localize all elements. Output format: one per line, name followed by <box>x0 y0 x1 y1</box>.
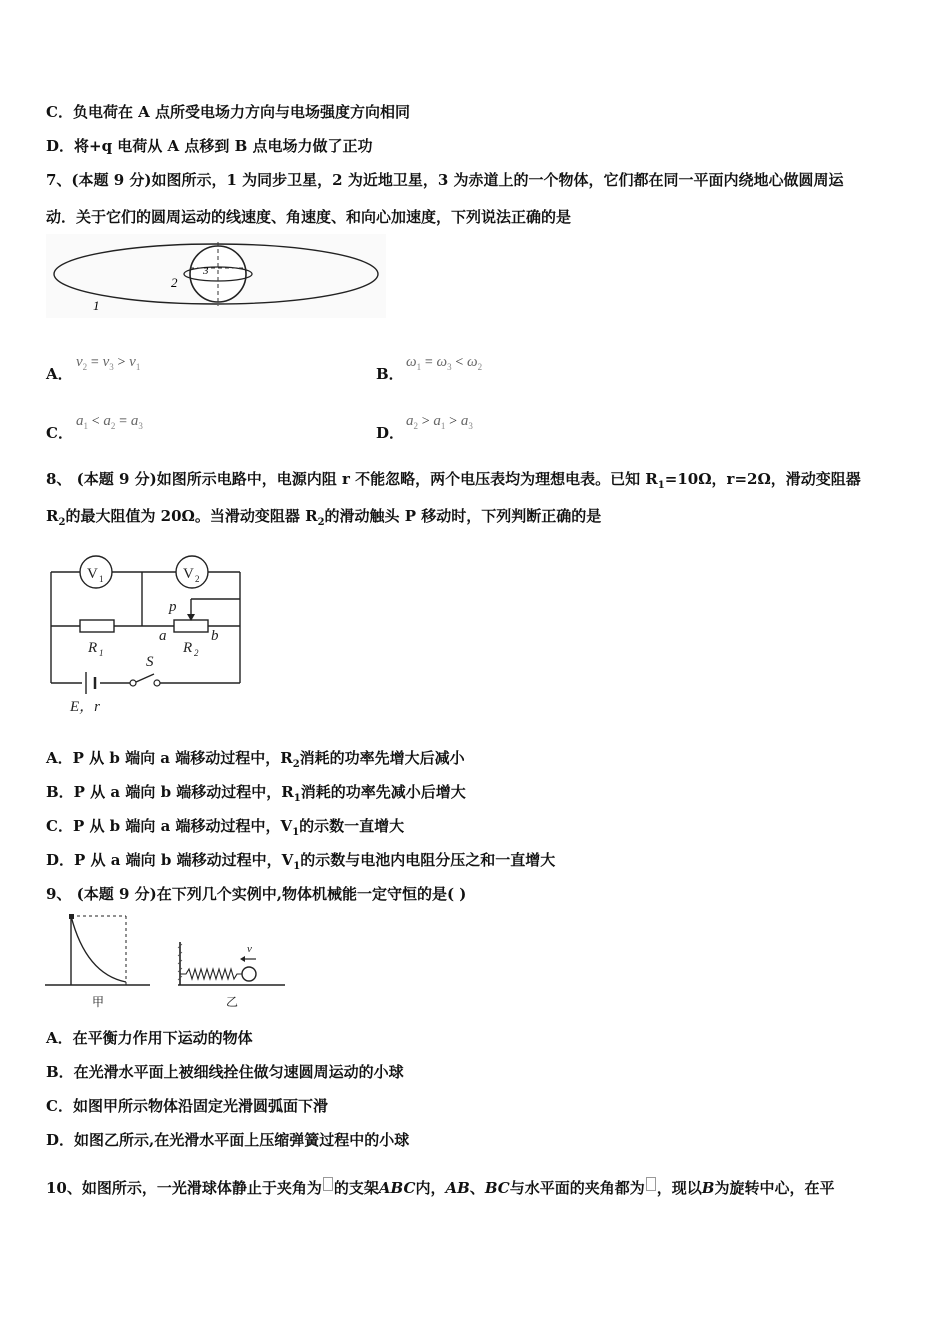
q6-option-d: D．将+q 电荷从 A 点移到 B 点电场力做了正功 <box>46 137 373 155</box>
q8-v1-letter: V <box>87 566 98 582</box>
q8-label-er: E，r <box>70 699 101 715</box>
q8-label-p: p <box>169 599 177 615</box>
q8-label-r2: R <box>183 640 193 656</box>
q9-stem: 9、 (本题 9 分)在下列几个实例中,物体机械能一定守恒的是( ) <box>46 885 467 903</box>
q9-option-c: C．如图甲所示物体沿固定光滑圆弧面下滑 <box>46 1097 328 1115</box>
q8-label-r1-sub: 1 <box>99 648 104 658</box>
q9-label-v: v <box>247 943 252 955</box>
q8-v2-sub: 2 <box>195 574 200 584</box>
q8-label-r1: R <box>88 640 98 656</box>
q8-v1-sub: 1 <box>99 574 104 584</box>
q10-angle-placeholder-1 <box>323 1177 333 1191</box>
q9-label-yi: 乙 <box>226 995 239 1009</box>
q7-option-c-expr: $a_1 < a_2 = a_3$ <box>76 413 143 431</box>
q10-stem: 10、如图所示，一光滑球体静止于夹角为 的支架ABC内，AB、BC与水平面的夹角都为 ，现以B为旋转中心，在平 <box>46 1179 835 1197</box>
q9-option-b: B．在光滑水平面上被细线拴住做匀速圆周运动的小球 <box>46 1063 404 1081</box>
q9-label-jia: 甲 <box>92 995 105 1009</box>
q7-option-d-label: D． <box>376 424 405 442</box>
q7-stem-line1: 7、(本题 9 分)如图所示，1 为同步卫星，2 为近地卫星，3 为赤道上的一个物体，它们都在同一平面内绕地心做圆周运 <box>46 171 844 189</box>
q8-option-a: A．P 从 b 端向 a 端移动过程中，$R_2$消耗的功率先增大后减小 <box>46 749 465 770</box>
q7-label-1: 1 <box>93 298 100 313</box>
q7-option-a-expr: $v_2 = v_3 > v_1$ <box>76 354 141 372</box>
q7-option-b-label: B． <box>376 365 404 383</box>
q7-label-2: 2 <box>171 275 178 290</box>
q9-option-a: A．在平衡力作用下运动的物体 <box>46 1029 253 1047</box>
q8-stem-line1: 8、 (本题 9 分)如图所示电路中，电源内阻 r 不能忽略，两个电压表均为理想电表。已知 $R_1=10\Omega$，r=2Ω，滑动变阻器 <box>46 470 861 491</box>
q8-label-a: a <box>159 628 167 644</box>
q6-option-c: C．负电荷在 A 点所受电场力方向与电场强度方向相同 <box>46 103 411 121</box>
q8-v2-letter: V <box>183 566 194 582</box>
q7-option-c-label: C． <box>46 424 73 442</box>
q7-option-b-expr: $\omega_1 = \omega_3 < \omega_2$ <box>406 354 483 372</box>
q7-orbit-figure <box>46 234 386 318</box>
q8-option-b: B．P 从 a 端向 b 端移动过程中，$R_1$消耗的功率先减小后增大 <box>46 783 466 804</box>
q7-label-3: 3 <box>203 265 209 277</box>
q9-option-d: D．如图乙所示,在光滑水平面上压缩弹簧过程中的小球 <box>46 1131 410 1149</box>
q8-option-c: C．P 从 b 端向 a 端移动过程中，$V_1$的示数一直增大 <box>46 817 405 838</box>
q8-label-b: b <box>211 628 219 644</box>
q8-circuit-figure <box>46 548 256 720</box>
q8-label-s: S <box>146 654 154 670</box>
q8-stem-line2: $R_2$的最大阻值为 20Ω。当滑动变阻器 $R_2$的滑动触头 P 移动时，下列判断正确的是 <box>46 507 602 528</box>
q7-option-d-expr: $a_2 > a_1 > a_3$ <box>406 413 473 431</box>
q7-stem-line2: 动．关于它们的圆周运动的线速度、角速度、和向心加速度，下列说法正确的是 <box>46 208 572 226</box>
q7-option-a-label: A． <box>46 365 73 383</box>
q9-figure <box>44 912 294 1012</box>
q10-angle-placeholder-2 <box>646 1177 656 1191</box>
q8-option-d: D．P 从 a 端向 b 端移动过程中，$V_1$的示数与电池内电阻分压之和一直增大 <box>46 851 556 872</box>
q8-label-r2-sub: 2 <box>194 648 199 658</box>
